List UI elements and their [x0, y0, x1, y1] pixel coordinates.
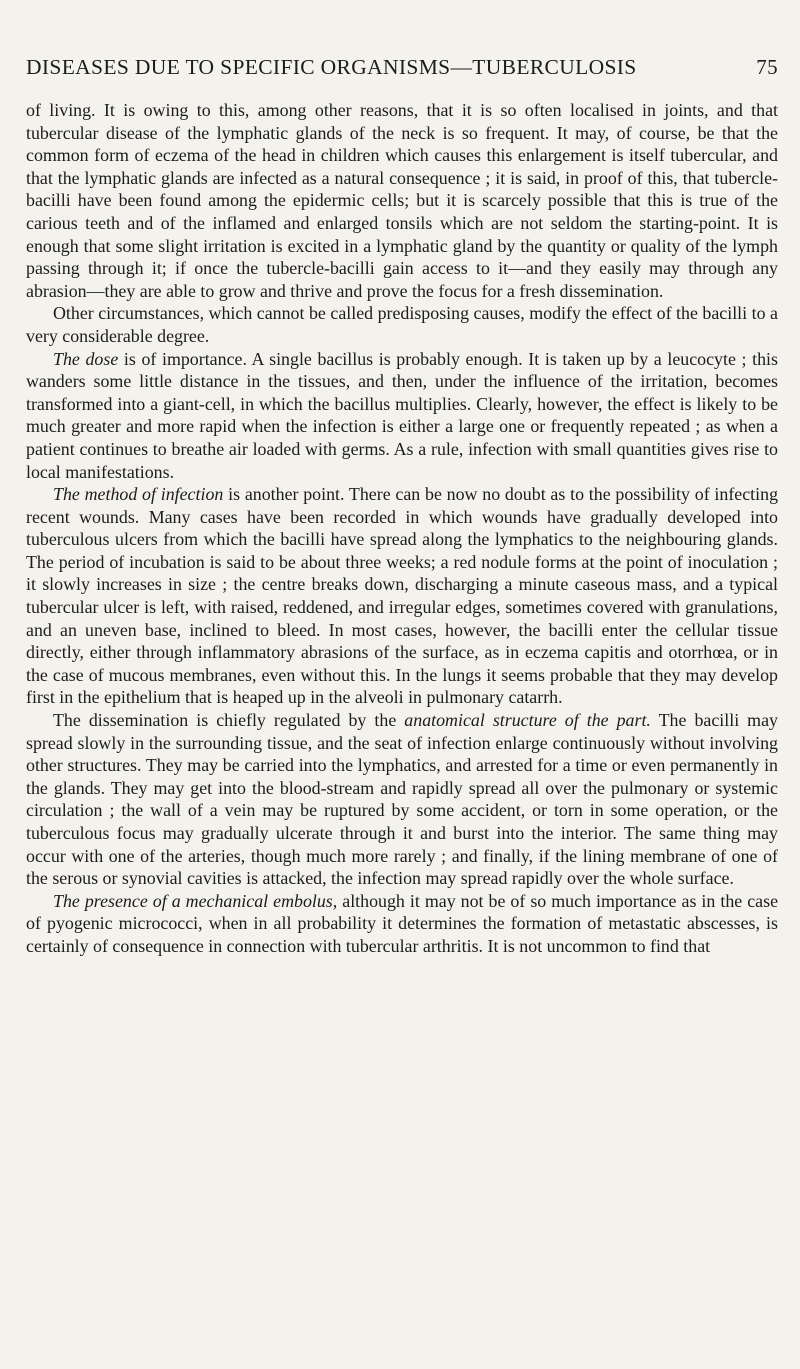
paragraph-text: of living. It is owing to this, among other reasons, that it is so often localised in joints, and that tubercular disease of the lymphatic glands of the neck is so frequent. It may, of course, be that the common form of eczema of the head in children which causes this enlargement is itself tubercular, and that the lymphatic glands are infected as a natural consequence ; it is said, in proof of this, that tubercle-bacilli have been found among the epidermic cells; but it is scarcely possible that this is true of the carious teeth and of the inflamed and enlarged tonsils which are not seldom the starting-point. It is enough that some slight irritation is excited in a lymphatic gland by the quantity or quality of the lymph passing through it; if once the tubercle-bacilli gain access to it—and they easily may through any abrasion—they are able to grow and thrive and prove the focus for a fresh dissemination. [26, 100, 778, 301]
paragraph [26, 890, 778, 958]
italic-heading: The method of infection [53, 484, 224, 505]
paragraph-text: is another point. There can be now no doubt as to the possibility of infecting recent wounds. Many cases have been recorded in which wounds have gradually developed into tuberculous ulcers from which the bacilli have spread along the lymphatics to the neighbouring glands. The period of incubation is said to be about three weeks; a red nodule forms at the point of inoculation ; it slowly increases in size ; the centre breaks down, discharging a minute caseous mass, and a typical tubercular ulcer is left, with raised, reddened, and irregular edges, sometimes covered with granulations, and an uneven base, inclined to bleed. In most cases, however, the bacilli enter the cellular tissue directly, either through inflammatory abrasions of the surface, as in eczema capitis and otorrhœa, or in the case of mucous membranes, even without this. In the lungs it seems probable that they may develop first in the epithelium that is heaped up in the alveoli in pulmonary catarrh. [26, 484, 779, 708]
paragraph [26, 709, 778, 890]
paragraph [26, 348, 778, 484]
italic-heading: The presence of a mechanical embolus, [53, 890, 338, 911]
paragraph [26, 302, 778, 347]
paragraph-text: Other circumstances, which cannot be called predisposing causes, modify the effect of the bacilli to a very considerable degree. [26, 303, 778, 346]
body-text [26, 99, 778, 958]
italic-phrase: anatomical structure of the part. [404, 710, 651, 731]
paragraph-text: The bacilli may spread slowly in the surrounding tissue, and the seat of infection enlarge continuously without involving other structures. They may be carried into the lymphatics, and arrested for a time or even permanently in the glands. They may get into the blood-stream and rapidly spread all over the pulmonary or systemic circulation ; the wall of a vein may be ruptured by some accident, or torn in some operation, or the tuberculous focus may gradually ulcerate through it and burst into the interior. The same thing may occur with one of the arteries, though much more rarely ; and finally, if the lining membrane of one of the serous or synovial cavities is attacked, the infection may spread rapidly over the whole surface. [26, 710, 778, 889]
paragraph-text: although it may not be of so much importance as in the case of pyogenic micrococci, when in all probability it determines the formation of metastatic abscesses, is certainly of consequence in connection with tubercular arthritis. It is not uncommon to find that [26, 890, 779, 956]
page-number: 75 [756, 55, 778, 79]
paragraph [26, 99, 778, 302]
paragraph-text: The dissemination is chiefly regulated by the [53, 710, 405, 731]
paragraph-text: is of importance. A single bacillus is probably enough. It is taken up by a leucocyte ; this wanders some little distance in the tissues, and then, under the influence of the irritation, becomes transformed into a giant-cell, in which the bacillus multiplies. Clearly, however, the effect is likely to be much greater and more rapid when the infection is either a large one or frequently repeated ; as when a patient continues to breathe air loaded with germs. As a rule, infection with small quantities gives rise to local manifestations. [26, 348, 778, 482]
running-header-title: DISEASES DUE TO SPECIFIC ORGANISMS—TUBERCULOSIS [26, 55, 637, 79]
running-header [26, 55, 778, 80]
paragraph [26, 483, 778, 709]
italic-heading: The dose [53, 348, 119, 369]
